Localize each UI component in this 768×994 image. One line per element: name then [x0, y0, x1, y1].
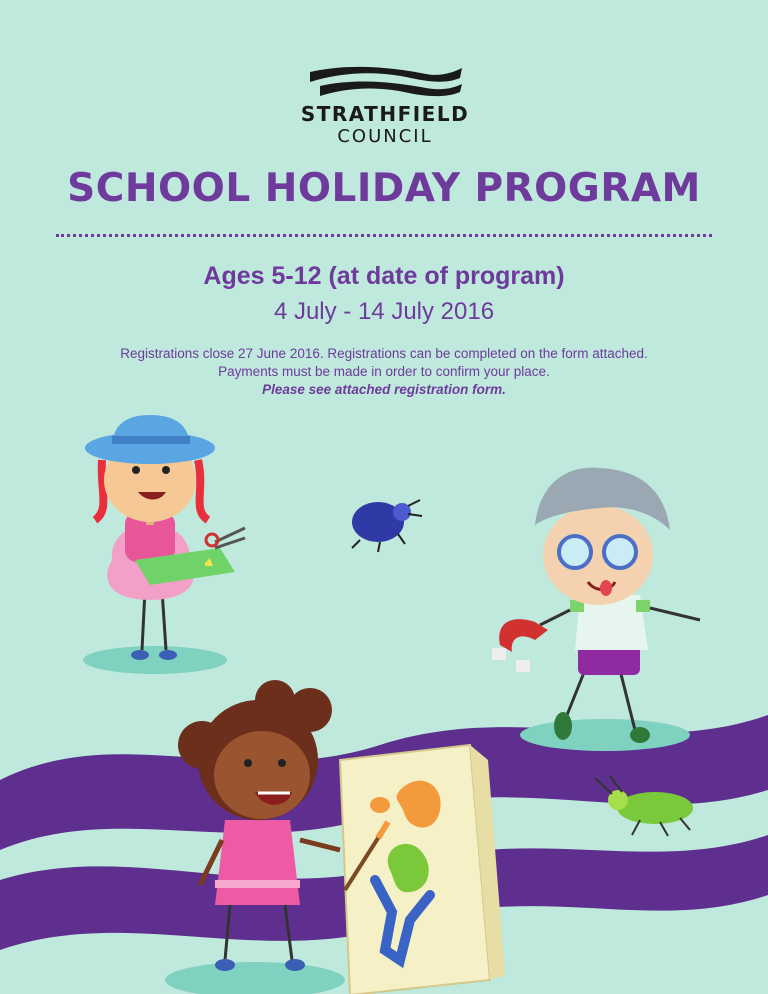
logo-subtitle: COUNCIL	[337, 126, 433, 147]
easel-canvas-illustration	[340, 745, 505, 994]
beetle-icon	[352, 500, 422, 552]
ground-shadow-right	[520, 719, 690, 751]
registration-form-note: Please see attached registration form.	[262, 382, 506, 397]
registration-line-2: Payments must be made in order to confirm your place.	[218, 364, 550, 379]
ground-shadow-bottom	[165, 962, 345, 994]
dotted-divider	[56, 234, 712, 237]
council-logo	[290, 64, 480, 154]
boy-with-goggles-illustration	[492, 468, 700, 743]
girl-with-hat-illustration	[85, 415, 245, 660]
logo-name: STRATHFIELD	[300, 102, 470, 126]
ground-shadow-left	[83, 646, 227, 674]
page-title: SCHOOL HOLIDAY PROGRAM	[67, 166, 701, 211]
logo-swoosh-icon	[306, 64, 464, 104]
ages-heading: Ages 5-12 (at date of program)	[203, 262, 565, 290]
registration-line-1: Registrations close 27 June 2016. Registrations can be completed on the form attached.	[120, 346, 648, 361]
illustration	[0, 400, 768, 994]
registration-info	[0, 345, 768, 399]
program-dates: 4 July - 14 July 2016	[273, 298, 495, 325]
